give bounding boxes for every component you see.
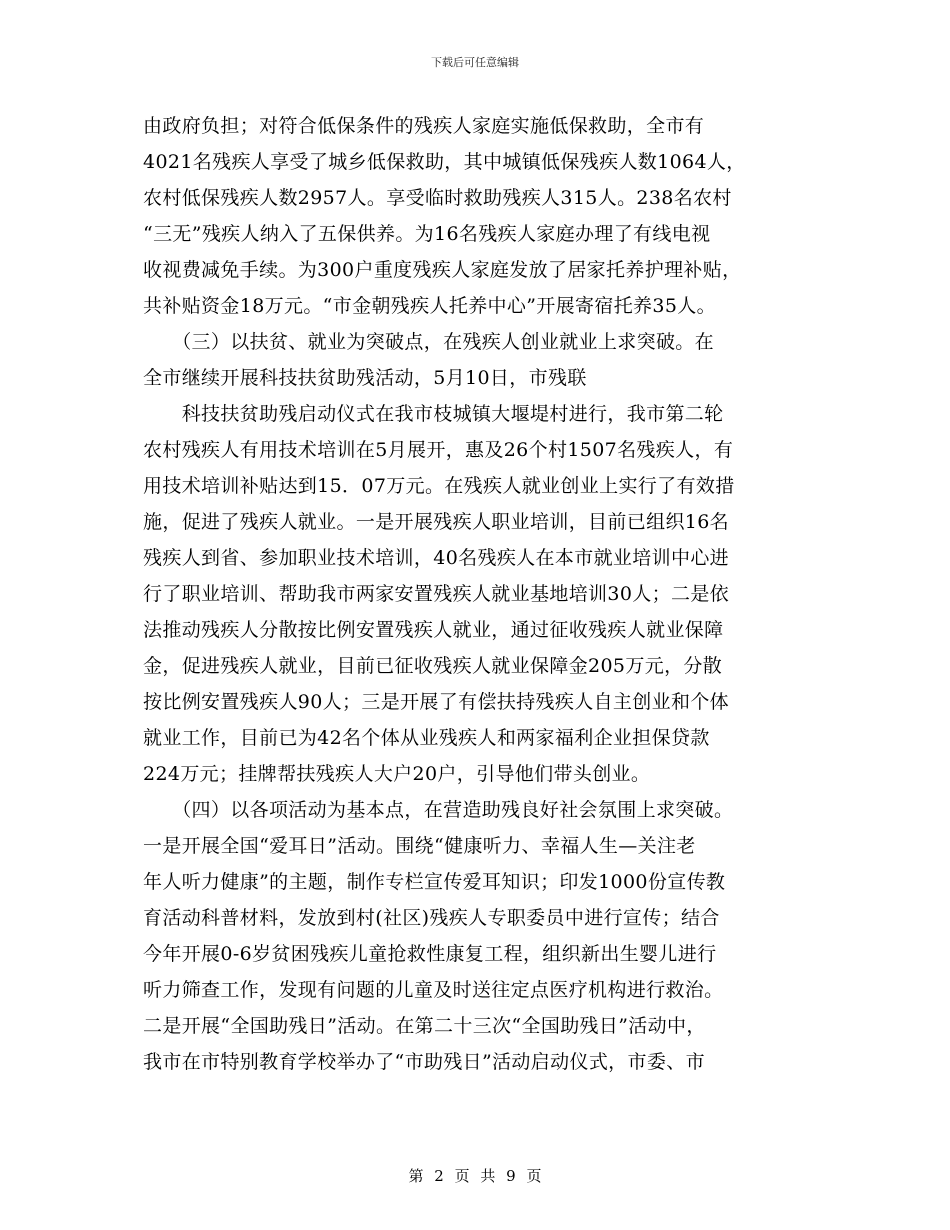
body-line: 按比例安置残疾人90人；三是开展了有偿扶持残疾人自主创业和个体 <box>143 691 730 713</box>
body-line: “三无”残疾人纳入了五保供养。为16名残疾人家庭办理了有线电视 <box>143 223 711 245</box>
body-line: 共补贴资金18万元。“市金朝残疾人托养中心”开展寄宿托养35人。 <box>143 295 716 317</box>
page-header-note: 下载后可任意编辑 <box>431 56 519 69</box>
body-line: 4021名残疾人享受了城乡低保救助，其中城镇低保残疾人数1064人， <box>143 151 746 173</box>
body-line: 农村残疾人有用技术培训在5月展开，惠及26个村1507名残疾人，有 <box>143 439 734 461</box>
body-line: （四）以各项活动为基本点，在营造助残良好社会氛围上求突破。 <box>143 799 734 821</box>
body-line: 育活动科普材料，发放到村(社区)残疾人专职委员中进行宣传；结合 <box>143 907 720 929</box>
body-line: 用技术培训补贴达到15．07万元。在残疾人就业创业上实行了有效措 <box>143 475 735 497</box>
body-line: 金，促进残疾人就业，目前已征收残疾人就业保障金205万元，分散 <box>143 655 723 677</box>
body-line: 残疾人到省、参加职业技术培训，40名残疾人在本市就业培训中心进 <box>143 547 730 569</box>
body-line: 我市在市特别教育学校举办了“市助残日”活动启动仪式，市委、市 <box>143 1051 705 1073</box>
body-line: 施，促进了残疾人就业。一是开展残疾人职业培训，目前已组织16名 <box>143 511 730 533</box>
body-line: 224万元；挂牌帮扶残疾人大户20户，引导他们带头创业。 <box>143 763 651 785</box>
body-line: 听力筛查工作，发现有问题的儿童及时送往定点医疗机构进行救治。 <box>143 979 724 1001</box>
body-line: 收视费减免手续。为300户重度残疾人家庭发放了居家托养护理补贴， <box>143 259 742 281</box>
body-line: 法推动残疾人分散按比例安置残疾人就业，通过征收残疾人就业保障 <box>143 619 724 641</box>
body-line: 科技扶贫助残启动仪式在我市枝城镇大堰堤村进行，我市第二轮 <box>143 403 724 425</box>
body-line: 二是开展“全国助残日”活动。在第二十三次“全国助残日”活动中， <box>143 1015 706 1037</box>
body-line: 全市继续开展科技扶贫助残活动，5月10日，市残联 <box>143 367 587 389</box>
page-number-footer: 第 2 页 共 9 页 <box>408 1167 542 1185</box>
body-line: 就业工作，目前已为42名个体从业残疾人和两家福利企业担保贷款 <box>143 727 710 749</box>
body-line: 年人听力健康”的主题，制作专栏宣传爱耳知识；印发1000份宣传教 <box>143 871 726 893</box>
body-line: （三）以扶贫、就业为突破点，在残疾人创业就业上求突破。在 <box>143 331 715 353</box>
body-line: 行了职业培训、帮助我市两家安置残疾人就业基地培训30人；二是依 <box>143 583 730 605</box>
body-line: 农村低保残疾人数2957人。享受临时救助残疾人315人。238名农村 <box>143 187 732 209</box>
body-line: 今年开展0-6岁贫困残疾儿童抢救性康复工程，组织新出生婴儿进行 <box>143 943 717 965</box>
body-line: 由政府负担；对符合低保条件的残疾人家庭实施低保救助，全市有 <box>143 115 705 137</box>
body-line: 一是开展全国“爱耳日”活动。围绕“健康听力、幸福人生—关注老 <box>143 835 696 857</box>
